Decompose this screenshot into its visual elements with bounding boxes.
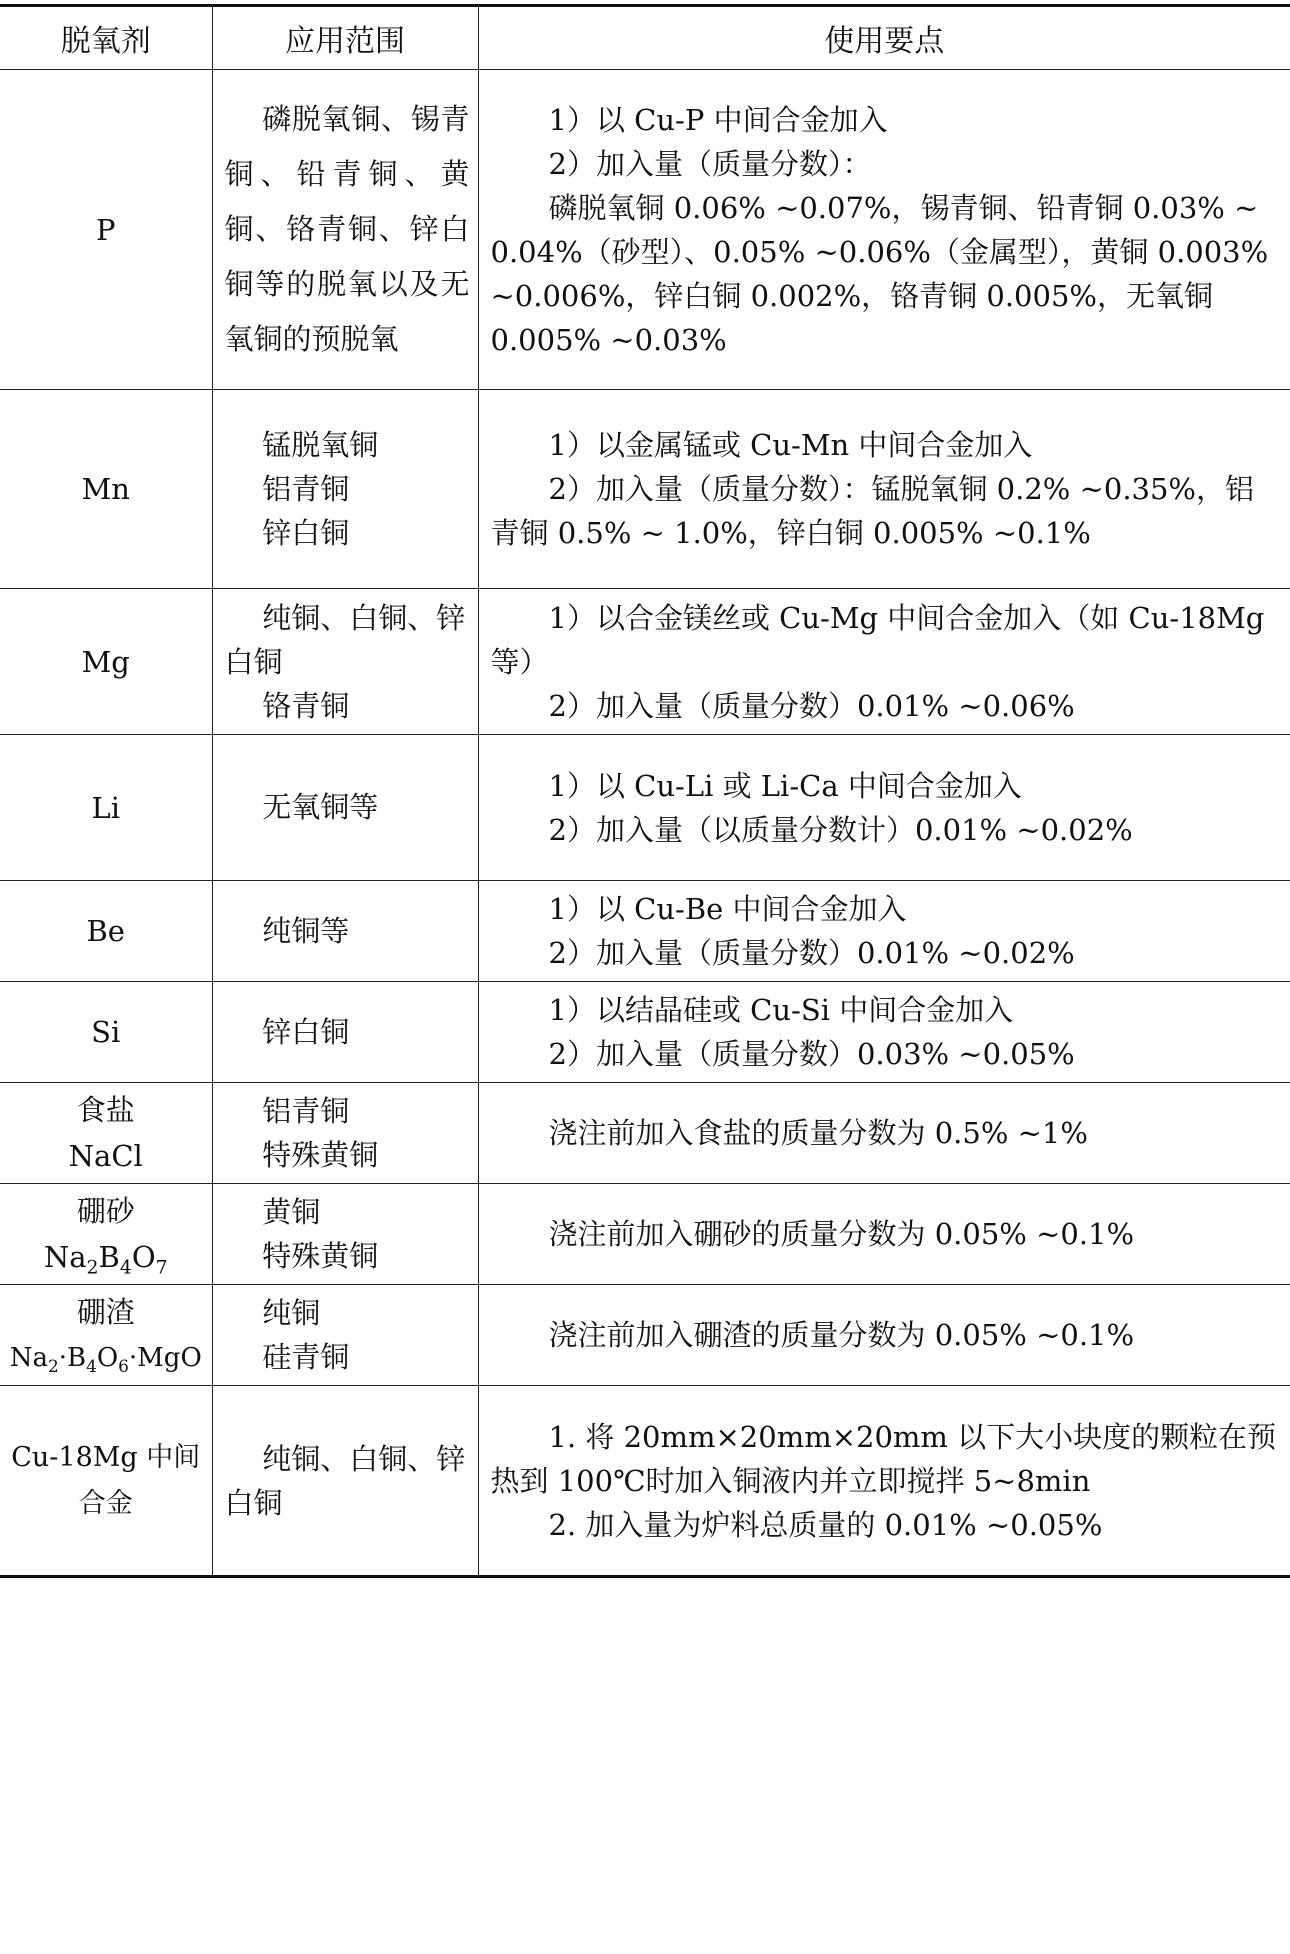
points-cell (478, 390, 1290, 589)
agent-formula: NaCl (68, 1139, 143, 1173)
agent-name: 硼砂 (76, 1194, 135, 1228)
table-row (0, 735, 1290, 881)
table-row (0, 390, 1290, 589)
point-line: 浇注前加入食盐的质量分数为 0.5% ~1% (548, 1116, 1088, 1150)
table-row (0, 881, 1290, 982)
agent-cell (0, 390, 212, 589)
scope-text: 纯铜等 (262, 913, 350, 948)
agent-cell (0, 881, 212, 982)
agent-name: P (95, 212, 116, 247)
scope-text: 特殊黄铜 (262, 1239, 379, 1273)
scope-cell (212, 1386, 478, 1577)
points-cell (478, 1285, 1290, 1386)
scope-text: 铝青铜 (262, 1094, 350, 1128)
scope-text: 无氧铜等 (262, 790, 379, 824)
header-scope: 应用范围 (212, 6, 478, 70)
point-line: 1）以结晶硅或 Cu-Si 中间合金加入 (548, 993, 1014, 1027)
deoxidizer-table (0, 4, 1290, 1578)
table-row (0, 1285, 1290, 1386)
points-cell (478, 881, 1290, 982)
point-line: 2）加入量（质量分数）0.03% ~0.05% (548, 1037, 1075, 1071)
scope-cell (212, 1083, 478, 1184)
header-agent: 脱氧剂 (0, 6, 212, 70)
scope-text: 硅青铜 (262, 1340, 350, 1374)
point-line: 1. 将 20mm×20mm×20mm 以下大小块度的颗粒在预热到 100℃时加入铜液内并立即搅拌 5~8min (490, 1419, 1277, 1498)
point-line: 2）加入量（质量分数）0.01% ~0.06% (548, 688, 1075, 723)
agent-name: Be (86, 914, 125, 948)
agent-name: Cu-18Mg 中间合金 (11, 1441, 201, 1519)
point-line: 2）加入量（以质量分数计）0.01% ~0.02% (548, 812, 1133, 847)
points-cell (478, 589, 1290, 735)
table-row (0, 1386, 1290, 1577)
point-line: 2）加入量（质量分数）0.01% ~0.02% (548, 936, 1075, 970)
agent-cell (0, 735, 212, 881)
agent-cell (0, 1285, 212, 1386)
scope-text: 黄铜 (262, 1195, 321, 1229)
points-cell (478, 1083, 1290, 1184)
scope-text: 纯铜、白铜、锌白铜 (224, 600, 466, 679)
agent-name: Li (91, 790, 121, 825)
scope-text: 纯铜 (262, 1296, 321, 1330)
scope-text: 纯铜、白铜、锌白铜 (224, 1441, 466, 1520)
scope-cell (212, 735, 478, 881)
agent-name: 硼渣 (76, 1295, 135, 1329)
point-line: 1）以合金镁丝或 Cu-Mg 中间合金加入（如 Cu-18Mg 等） (490, 600, 1265, 679)
table-row (0, 982, 1290, 1083)
scope-text: 铬青铜 (262, 688, 350, 723)
table-row (0, 70, 1290, 390)
scope-cell (212, 390, 478, 589)
agent-formula: $Na_2\cdot B_4O_6\cdot MgO$ (9, 1343, 202, 1376)
table-row (0, 1184, 1290, 1285)
agent-cell (0, 1386, 212, 1577)
agent-cell (0, 982, 212, 1083)
header-row (0, 6, 1290, 70)
header-points: 使用要点 (478, 6, 1290, 70)
scope-cell (212, 589, 478, 735)
agent-cell (0, 1184, 212, 1285)
scope-cell (212, 982, 478, 1083)
points-cell (478, 1184, 1290, 1285)
scope-text: 特殊黄铜 (262, 1138, 379, 1172)
scope-text: 锌白铜 (262, 516, 350, 550)
point-line: 1）以金属锰或 Cu-Mn 中间合金加入 (548, 428, 1033, 462)
point-line: 1）以 Cu-Li 或 Li-Ca 中间合金加入 (548, 768, 1022, 803)
scope-cell (212, 881, 478, 982)
scope-text: 锰脱氧铜 (262, 428, 379, 462)
point-line: 浇注前加入硼渣的质量分数为 0.05% ~0.1% (548, 1318, 1135, 1352)
point-line: 2）加入量（质量分数）：锰脱氧铜 0.2% ~0.35%，铝青铜 0.5% ~ 1.0%，锌白铜 0.005% ~0.1% (490, 472, 1254, 550)
agent-cell (0, 589, 212, 735)
agent-formula: $Na_2B_4O_7$ (43, 1240, 168, 1279)
scope-cell (212, 1184, 478, 1285)
agent-name: Mg (81, 644, 130, 679)
scope-text: 磷脱氧铜、锡青铜、铅青铜、黄铜、铬青铜、锌白铜等的脱氧以及无氧铜的预脱氧 (224, 102, 470, 356)
scope-cell (212, 1285, 478, 1386)
point-line: 2）加入量（质量分数）： (548, 146, 872, 181)
points-cell (478, 982, 1290, 1083)
point-line: 2. 加入量为炉料总质量的 0.01% ~0.05% (548, 1507, 1103, 1542)
point-line: 1）以 Cu-Be 中间合金加入 (548, 892, 907, 926)
agent-cell (0, 1083, 212, 1184)
table-row (0, 1083, 1290, 1184)
agent-name: Mn (81, 472, 130, 506)
scope-cell (212, 70, 478, 390)
point-line: 磷脱氧铜 0.06% ~0.07%，锡青铜、铅青铜 0.03% ~ 0.04%（砂型）、0.05% ~0.06%（金属型），黄铜 0.003% ~0.006%，锌白铜 0.002%，铬青铜 0.005%，无氧铜 0.005% ~0.03% (490, 190, 1269, 357)
agent-name: 食盐 (76, 1093, 135, 1127)
points-cell (478, 70, 1290, 390)
table-row (0, 589, 1290, 735)
points-cell (478, 735, 1290, 881)
point-line: 浇注前加入硼砂的质量分数为 0.05% ~0.1% (548, 1217, 1135, 1251)
agent-cell (0, 70, 212, 390)
agent-name: Si (91, 1015, 121, 1049)
scope-text: 锌白铜 (262, 1014, 350, 1049)
scope-text: 铝青铜 (262, 472, 350, 506)
point-line: 1）以 Cu-P 中间合金加入 (548, 102, 888, 137)
points-cell (478, 1386, 1290, 1577)
